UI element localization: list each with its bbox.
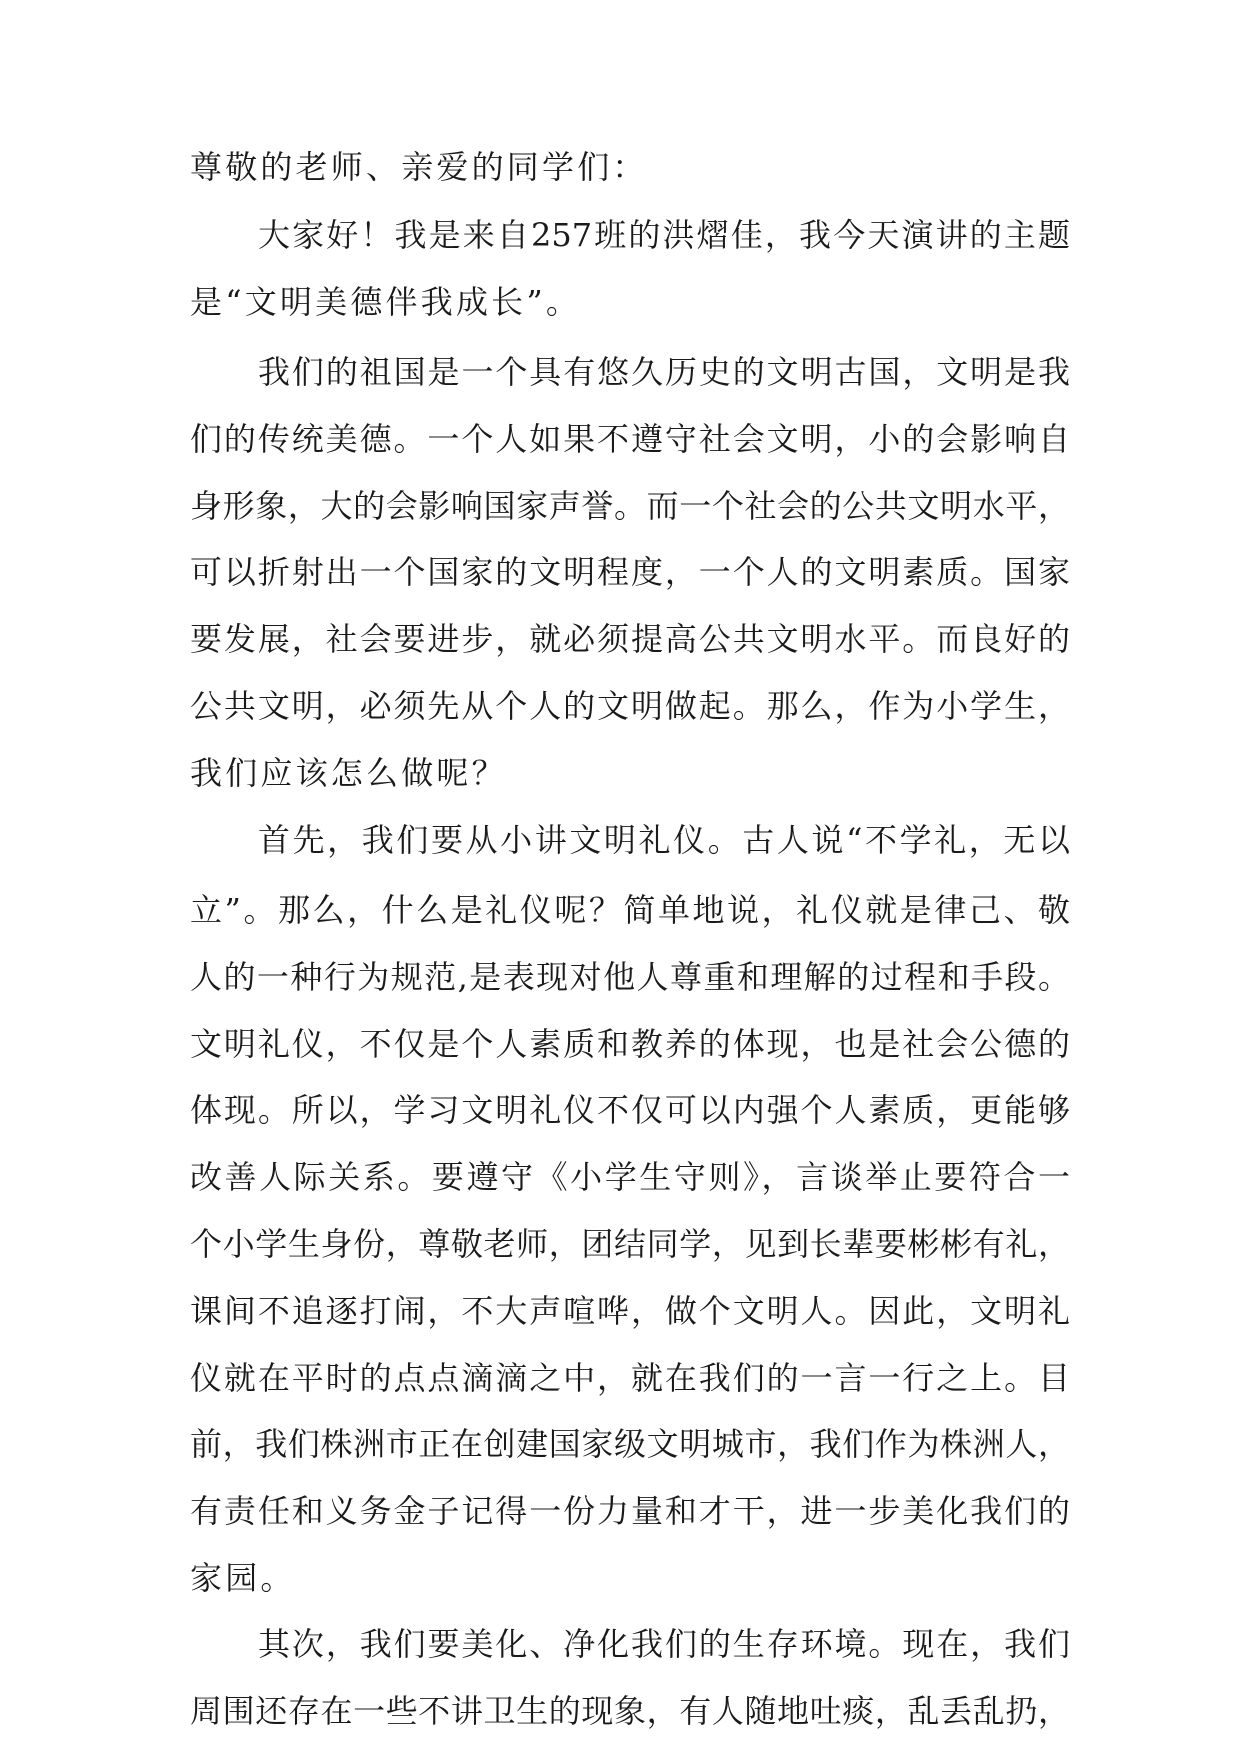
paragraph-1-line: 大家好！我是来自257班的洪熠佳，我今天演讲的主题 xyxy=(258,216,1070,254)
paragraph-3-line: 课间不追逐打闹，不大声喧哗，做个文明人。因此，文明礼 xyxy=(190,1292,1070,1330)
paragraph-3-line: 前，我们株洲市正在创建国家级文明城市，我们作为株洲人， xyxy=(190,1425,1070,1463)
paragraph-2-line: 可以折射出一个国家的文明程度，一个人的文明素质。国家 xyxy=(190,553,1070,591)
greeting: 尊敬的老师、亲爱的同学们： xyxy=(190,148,648,186)
paragraph-3-line: 家园。 xyxy=(190,1559,296,1597)
paragraph-3-line: 改善人际关系。要遵守《小学生守则》，言谈举止要符合一 xyxy=(190,1158,1070,1196)
paragraph-3-line: 文明礼仪，不仅是个人素质和教养的体现，也是社会公德的 xyxy=(190,1025,1070,1063)
paragraph-4-line: 其次，我们要美化、净化我们的生存环境。现在，我们 xyxy=(258,1625,1070,1663)
paragraph-3-line: 人的一种行为规范,是表现对他人尊重和理解的过程和手段。 xyxy=(190,958,1070,996)
paragraph-2-line: 我们的祖国是一个具有悠久历史的文明古国，文明是我 xyxy=(258,353,1070,391)
paragraph-2-line: 公共文明，必须先从个人的文明做起。那么，作为小学生， xyxy=(190,687,1070,725)
paragraph-1-line: 是“文明美德伴我成长”。 xyxy=(190,283,582,321)
paragraph-2-line: 我们应该怎么做呢？ xyxy=(190,754,507,792)
paragraph-2-line: 要发展，社会要进步，就必须提高公共文明水平。而良好的 xyxy=(190,620,1070,658)
paragraph-2-line: 们的传统美德。一个人如果不遵守社会文明，小的会影响自 xyxy=(190,420,1070,458)
paragraph-3-line: 体现。所以，学习文明礼仪不仅可以内强个人素质，更能够 xyxy=(190,1091,1070,1129)
paragraph-2-line: 身形象，大的会影响国家声誉。而一个社会的公共文明水平， xyxy=(190,487,1070,525)
paragraph-3-line: 立”。那么，什么是礼仪呢？简单地说，礼仪就是律己、敬 xyxy=(190,891,1070,929)
paragraph-3-line: 仪就在平时的点点滴滴之中，就在我们的一言一行之上。目 xyxy=(190,1359,1070,1397)
paragraph-3-line: 个小学生身份，尊敬老师，团结同学，见到长辈要彬彬有礼， xyxy=(190,1225,1070,1263)
paragraph-3-line: 首先，我们要从小讲文明礼仪。古人说“不学礼，无以 xyxy=(258,821,1070,859)
paragraph-4-line: 周围还存在一些不讲卫生的现象，有人随地吐痰，乱丢乱扔， xyxy=(190,1692,1070,1730)
paragraph-3-line: 有责任和义务金子记得一份力量和才干，进一步美化我们的 xyxy=(190,1492,1070,1530)
